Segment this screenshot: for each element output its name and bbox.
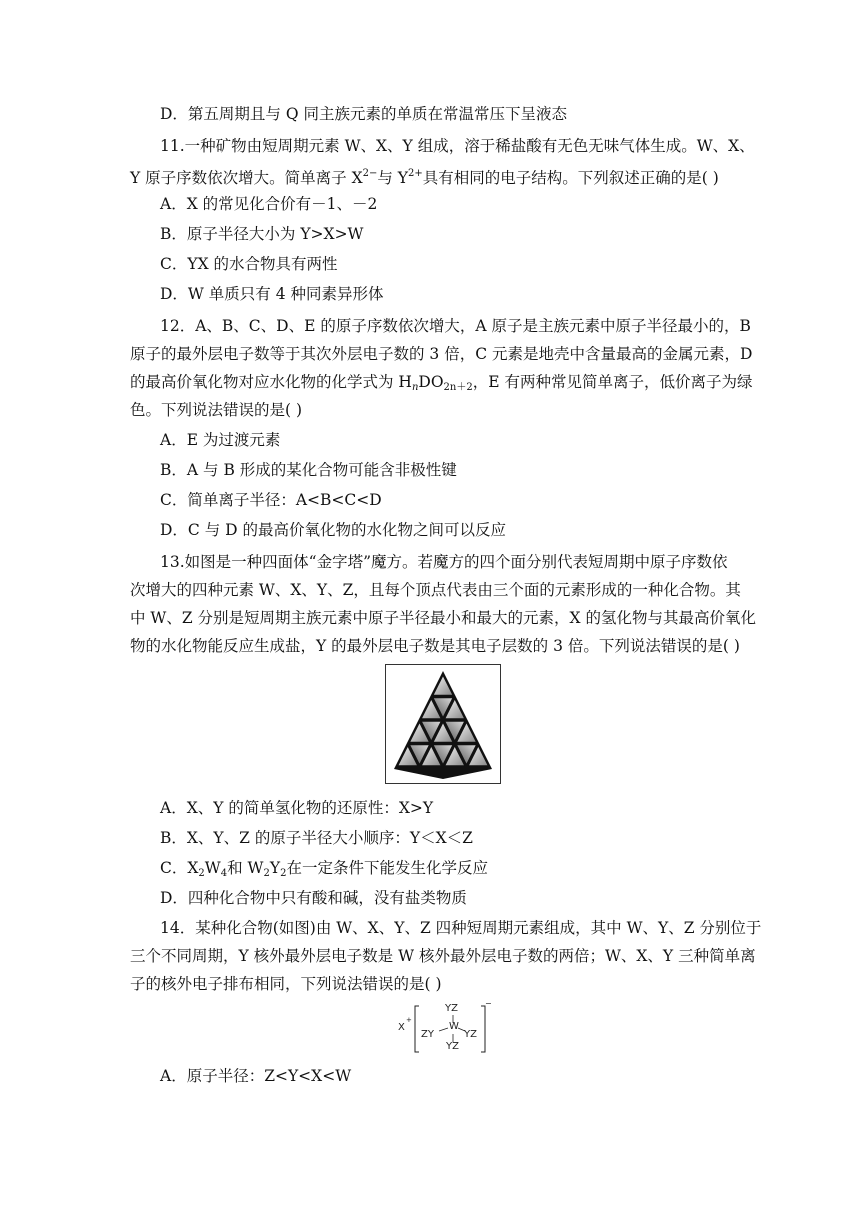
- q12-option-d: D．C 与 D 的最高价氧化物的水化物之间可以反应: [160, 521, 506, 539]
- q13-stem-line-1: 13.如图是一种四面体“金字塔”魔方。若魔方的四个面分别代表短周期中原子序数依: [160, 553, 728, 571]
- q14-stem-line-3: 子的核外电子排布相同，下列说法错误的是( ): [130, 975, 442, 993]
- y-ion-charge: 2+: [408, 168, 423, 179]
- q11-option-d: D．W 单质只有 4 种同素异形体: [160, 285, 384, 303]
- x-ion-charge: 2−: [362, 168, 378, 179]
- q14-stem-line-2: 三个不同周期，Y 核外最外层电子数是 W 核外最外层电子数的两倍；W、X、Y 三种简单离: [130, 947, 756, 965]
- q11-option-b: B．原子半径大小为 Y>X>W: [160, 225, 364, 243]
- q13-stem-line-2: 次增大的四种元素 W、X、Y、Z，且每个顶点代表由三个面的元素形成的一种化合物。其: [130, 581, 741, 599]
- q13-option-c: C．$X_2W_4$和 $W_2Y_2$在一定条件下能发生化学反应: [160, 859, 488, 879]
- q14-option-a: A．原子半径：Z<Y<X<W: [160, 1067, 352, 1085]
- cation-charge: +: [406, 1016, 412, 1024]
- q13-stem-line-4: 物的水化物能反应生成盐，Y 的最外层电子数是其电子层数的 3 倍。下列说法错误的是( ): [130, 637, 740, 655]
- q12-stem-line-4: 色。下列说法错误的是( ): [130, 401, 303, 419]
- q12-stem-line-2: 原子的最外层电子数等于其次外层电子数的 3 倍，C 元素是地壳中含量最高的金属元素，D: [130, 345, 753, 363]
- structure-right-group: YZ: [464, 1029, 477, 1040]
- q12-option-b: B．A 与 B 形成的某化合物可能含非极性键: [160, 461, 457, 479]
- compound-structure-diagram: [398, 1000, 490, 1058]
- structure-top-group: YZ: [445, 1003, 458, 1014]
- q12-stem-line-3: 的最高价氧化物对应水化物的化学式为 $H_nDO_{2n+2}$，E 有两种常见简单离子，低价离子为绿: [130, 373, 753, 393]
- q11-stem-line-1: 11.一种矿物由短周期元素 W、X、Y 组成，溶于稀盐酸有无色无味气体生成。W、X、: [160, 137, 755, 155]
- cation-symbol: X: [398, 1022, 405, 1033]
- q10-option-d: D．第五周期且与 Q 同主族元素的单质在常温常压下呈液态: [160, 105, 567, 123]
- q11-option-a: A．X 的常见化合价有－1、－2: [160, 195, 378, 213]
- q11-option-c: C．YX 的水合物具有两性: [160, 255, 338, 273]
- q13-option-a: A．X、Y 的简单氢化物的还原性：X>Y: [160, 799, 434, 817]
- structure-left-group: ZY: [421, 1029, 434, 1040]
- anion-charge: −: [485, 999, 492, 1008]
- structure-bottom-group: YZ: [446, 1041, 459, 1052]
- q12-stem-line-1: 12．A、B、C、D、E 的原子序数依次增大，A 原子是主族元素中原子半径最小的，B: [160, 317, 751, 335]
- q13-option-d: D．四种化合物中只有酸和碱，没有盐类物质: [160, 889, 467, 907]
- structure-center-atom: W: [449, 1021, 459, 1032]
- pyramid-magic-cube-image: [385, 664, 501, 784]
- q14-stem-line-1: 14．某种化合物(如图)由 W、X、Y、Z 四种短周期元素组成，其中 W、Y、Z 分别位于: [160, 919, 762, 937]
- q11-stem-line-2: Y 原子序数依次增大。简单离子 $X^{2-}$与 $Y^{2+}$具有相同的电子结构。下列叙述正确的是( ): [130, 168, 719, 187]
- q12-option-c: C．简单离子半径：A<B<C<D: [160, 491, 382, 509]
- q12-option-a: A．E 为过渡元素: [160, 431, 281, 449]
- q13-option-b: B．X、Y、Z 的原子半径大小顺序：Y＜X＜Z: [160, 829, 473, 847]
- q13-stem-line-3: 中 W、Z 分别是短周期主族元素中原子半径最小和最大的元素，X 的氢化物与其最高价氧化: [130, 609, 757, 627]
